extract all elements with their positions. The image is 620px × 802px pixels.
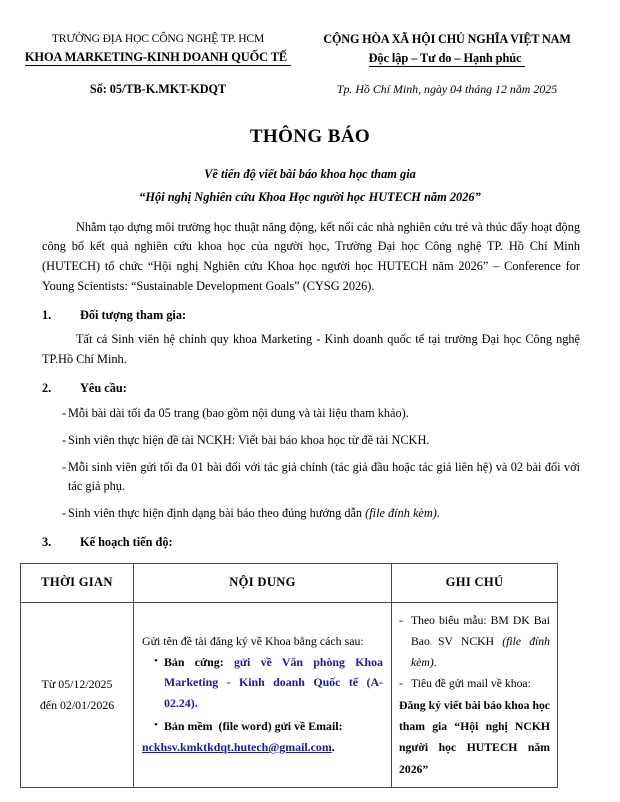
content-bullet-list <box>142 652 383 737</box>
note-subject-label: Tiêu đề gửi mail về khoa: <box>411 677 531 691</box>
list-item <box>142 652 383 714</box>
document-body <box>0 218 620 552</box>
letterhead-right <box>294 30 600 67</box>
section-2-title: Yêu cầu: <box>80 380 127 395</box>
schedule-table <box>20 563 558 788</box>
bullet-marker: • <box>154 654 158 667</box>
note-italic: (file đính kèm) <box>411 634 550 670</box>
column-header-content: NỘI DUNG <box>134 564 392 602</box>
number-date-row <box>0 67 620 99</box>
list-item <box>42 404 580 424</box>
note-plain: Theo biểu mẫu: BM DK Bai Bao SV NCKH <box>411 613 550 648</box>
faculty-name-text: KHOA MARKETING-KINH DOANH QUỐC TẾ <box>25 50 291 67</box>
requirement-text <box>68 504 580 524</box>
national-motto <box>294 49 600 68</box>
dash-marker: - <box>62 406 67 421</box>
cell-content <box>134 602 392 787</box>
letterhead <box>0 0 620 67</box>
letterhead-left <box>22 30 294 67</box>
hardcopy-instruction <box>164 652 383 714</box>
office-address-link[interactable]: gửi về Văn phòng Khoa Marketing - Kinh doanh Quốc tế (A-02.24). <box>164 654 383 711</box>
place-and-date: Tp. Hồ Chí Minh, ngày 04 tháng 12 năm 2025 <box>336 82 558 97</box>
note-tail: . <box>433 656 437 670</box>
note-mail-subject: Đăng ký viết bài báo khoa học tham gia “Hội nghị NCKH người học HUTECH năm 2026” <box>399 698 550 776</box>
faculty-name <box>22 48 294 67</box>
table-header-row <box>21 564 558 602</box>
softcopy-rest: (file word) gửi về Email: <box>218 719 343 734</box>
requirement-text-italic: (file đính kèm). <box>365 506 440 520</box>
list-item <box>142 716 383 737</box>
cell-time <box>21 602 134 787</box>
requirement-text: Mỗi sinh viên gửi tối đa 01 bài đối với tác giả chính (tác giả đầu hoặc tác giả liên hệ) và 02 bài đối với tác giả phụ. <box>68 459 580 494</box>
dash-marker: - <box>399 613 403 627</box>
section-1-title: Đối tượng tham gia: <box>80 308 187 323</box>
section-3-number: 3. <box>42 534 52 549</box>
section-1-heading <box>42 306 580 325</box>
list-item <box>42 504 580 524</box>
national-motto-text: Độc lập – Tư do – Hạnh phúc <box>369 51 526 68</box>
cell-note <box>392 602 558 787</box>
subtitle-line-1: Về tiến độ viết bài báo khoa học tham gia <box>204 166 416 181</box>
email-line <box>142 737 383 758</box>
page-title: THÔNG BÁO <box>249 125 371 147</box>
dash-marker: - <box>62 506 67 520</box>
subtitle-line-2: “Hội nghị Nghiên cứu Khoa Học người học HUTECH năm 2026” <box>139 189 481 204</box>
list-item <box>42 431 580 451</box>
intro-paragraph: Nhằm tạo dựng môi trường học thuật năng động, kết nối các nhà nghiên cứu trẻ và thúc đẩy hoạt động công bố kết quả nghiên cứu khoa học của người học, Trường Đại học Công nghệ TP. Hồ Chí Minh (HUTECH) tổ chức “Hội nghị Nghiên cứu Khoa học người học HUTECH năm 2026” – Conference for Young Scientists: “Sustainable Development Goals” (CYSG 2026). <box>42 219 580 294</box>
time-range-end: đến 02/01/2026 <box>39 697 115 712</box>
dash-marker: - <box>62 459 67 474</box>
dash-marker: - <box>399 677 403 691</box>
note-item <box>399 673 550 694</box>
column-header-time: THỜI GIAN <box>21 564 134 602</box>
section-1-paragraph: Tất cả Sinh viên hệ chính quy khoa Marketing - Kinh doanh quốc tế tại trường Đại học Công nghệ TP.Hồ Chí Minh. <box>42 331 580 366</box>
section-3-heading <box>42 533 580 552</box>
softcopy-label: Bản mềm <box>164 719 213 734</box>
requirement-text: Sinh viên thực hiện đề tài NCKH: Viết bài báo khoa học từ đề tài NCKH. <box>68 432 430 447</box>
content-lead-text: Gửi tên đề tài đăng ký về Khoa bằng cách sau: <box>142 633 364 648</box>
requirement-text-plain: Sinh viên thực hiện định dạng bài báo theo đúng hướng dẫn <box>68 506 366 520</box>
table-body <box>21 602 558 787</box>
note-template-text <box>411 610 550 674</box>
requirement-text: Mỗi bài dài tối đa 05 trang (bao gồm nội dung và tài liệu tham khảo). <box>68 406 409 421</box>
table-header <box>21 564 558 602</box>
dash-marker: - <box>62 432 67 447</box>
section-3-title: Kế hoạch tiến độ: <box>80 534 173 549</box>
column-header-note: GHI CHÚ <box>392 564 558 602</box>
softcopy-instruction <box>164 716 383 737</box>
section-1-number: 1. <box>42 308 52 323</box>
document-number: Số: 05/TB-K.MKT-KDQT <box>89 82 227 97</box>
hardcopy-label: Bản cứng: <box>164 654 224 669</box>
university-name: TRƯỜNG ĐỊA HỌC CÔNG NGHỆ TP. HCM <box>51 32 265 45</box>
section-2-heading <box>42 379 580 398</box>
national-title: CỘNG HÒA XÃ HỘI CHỦ NGHĨA VIỆT NAM <box>323 32 571 46</box>
email-suffix: . <box>331 739 335 754</box>
email-link[interactable]: nckhsv.kmktkdqt.hutech@gmail.com <box>142 739 332 754</box>
time-range-start: Từ 05/12/2025 <box>41 676 113 691</box>
section-2-number: 2. <box>42 380 52 395</box>
bullet-marker: • <box>154 719 158 732</box>
note-item <box>399 610 550 674</box>
table-row <box>21 602 558 787</box>
requirements-list <box>42 404 580 523</box>
list-item <box>42 458 580 497</box>
